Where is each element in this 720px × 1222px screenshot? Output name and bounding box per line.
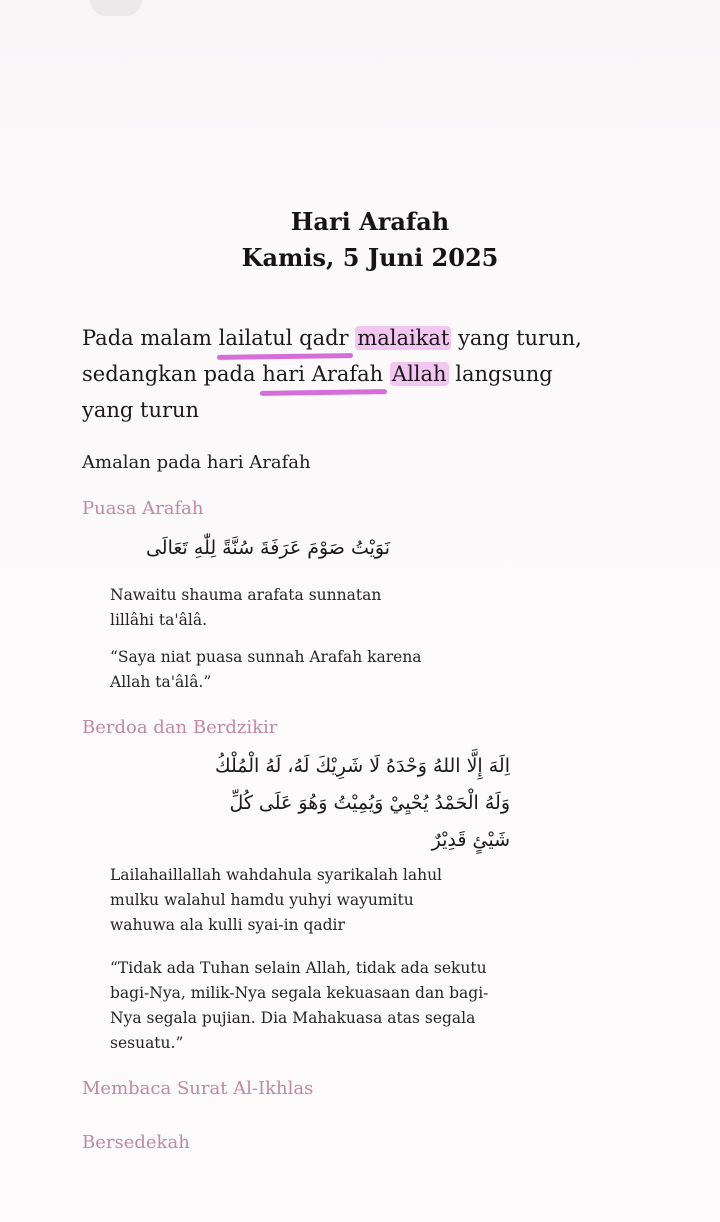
subheading-puasa-arafah: Puasa Arafah (82, 498, 204, 519)
subheading-bersedekah: Bersedekah (82, 1132, 190, 1153)
highlighted-allah: Allah (391, 362, 447, 386)
subheading-berdoa: Berdoa dan Berdzikir (82, 717, 278, 738)
title-line-2: Kamis, 5 Juni 2025 (241, 243, 499, 272)
highlighted-malaikat: malaikat (357, 326, 450, 350)
arabic-dzikir (110, 748, 510, 859)
latin-dzikir: Lailahaillallah wahdahula syarikalah lahul mulku walahul hamdu yuhyi wayumitu wahuwa ala kulli syai-in qadir (110, 866, 443, 934)
underlined-hari-arafah: hari Arafah (262, 356, 383, 392)
latin-niat-puasa: Nawaitu shauma arafata sunnatan lillâhi ta'âlâ. (110, 586, 382, 629)
intro-text-2: yang turun, sedangkan pada (82, 326, 582, 386)
underlined-lailatul-qadr: lailatul qadr (219, 320, 349, 356)
intro-paragraph (82, 320, 602, 428)
page-title (0, 204, 720, 276)
section-heading: Amalan pada hari Arafah (82, 452, 311, 473)
arabic-dzikir-line-2: وَلَهُ الْحَمْدُ يُحْيِيْ وَيُمِيْتُ وَهُوَ عَلَى كُلِّ (229, 792, 510, 814)
translation-niat-puasa: “Saya niat puasa sunnah Arafah karena Allah ta'âlâ.” (110, 648, 422, 691)
subheading-al-ikhlas: Membaca Surat Al-Ikhlas (82, 1078, 314, 1099)
arabic-dzikir-line-3: شَيْئٍ قَدِيْرٌ (431, 829, 510, 851)
arabic-niat-puasa: نَوَيْتُ صَوْمَ عَرَفَةَ سُنَّةً لِلّٰهِ تَعَالَى (145, 537, 390, 559)
intro-text-1: Pada malam (82, 326, 219, 350)
translation-dzikir: “Tidak ada Tuhan selain Allah, tidak ada sekutu bagi-Nya, milik-Nya segala kekuasaan dan bagi-Nya segala pujian. Dia Mahakuasa atas segala sesuatu.” (110, 959, 489, 1052)
intro-text-3: langsung yang turun (82, 362, 553, 422)
title-line-1: Hari Arafah (290, 207, 450, 236)
arabic-dzikir-line-1: اِلَهَ إِلَّا اللهُ وَحْدَهُ لَا شَرِيْكَ لَهُ، لَهُ الْمُلْكُ (214, 755, 510, 777)
top-edge-shape (90, 0, 142, 16)
